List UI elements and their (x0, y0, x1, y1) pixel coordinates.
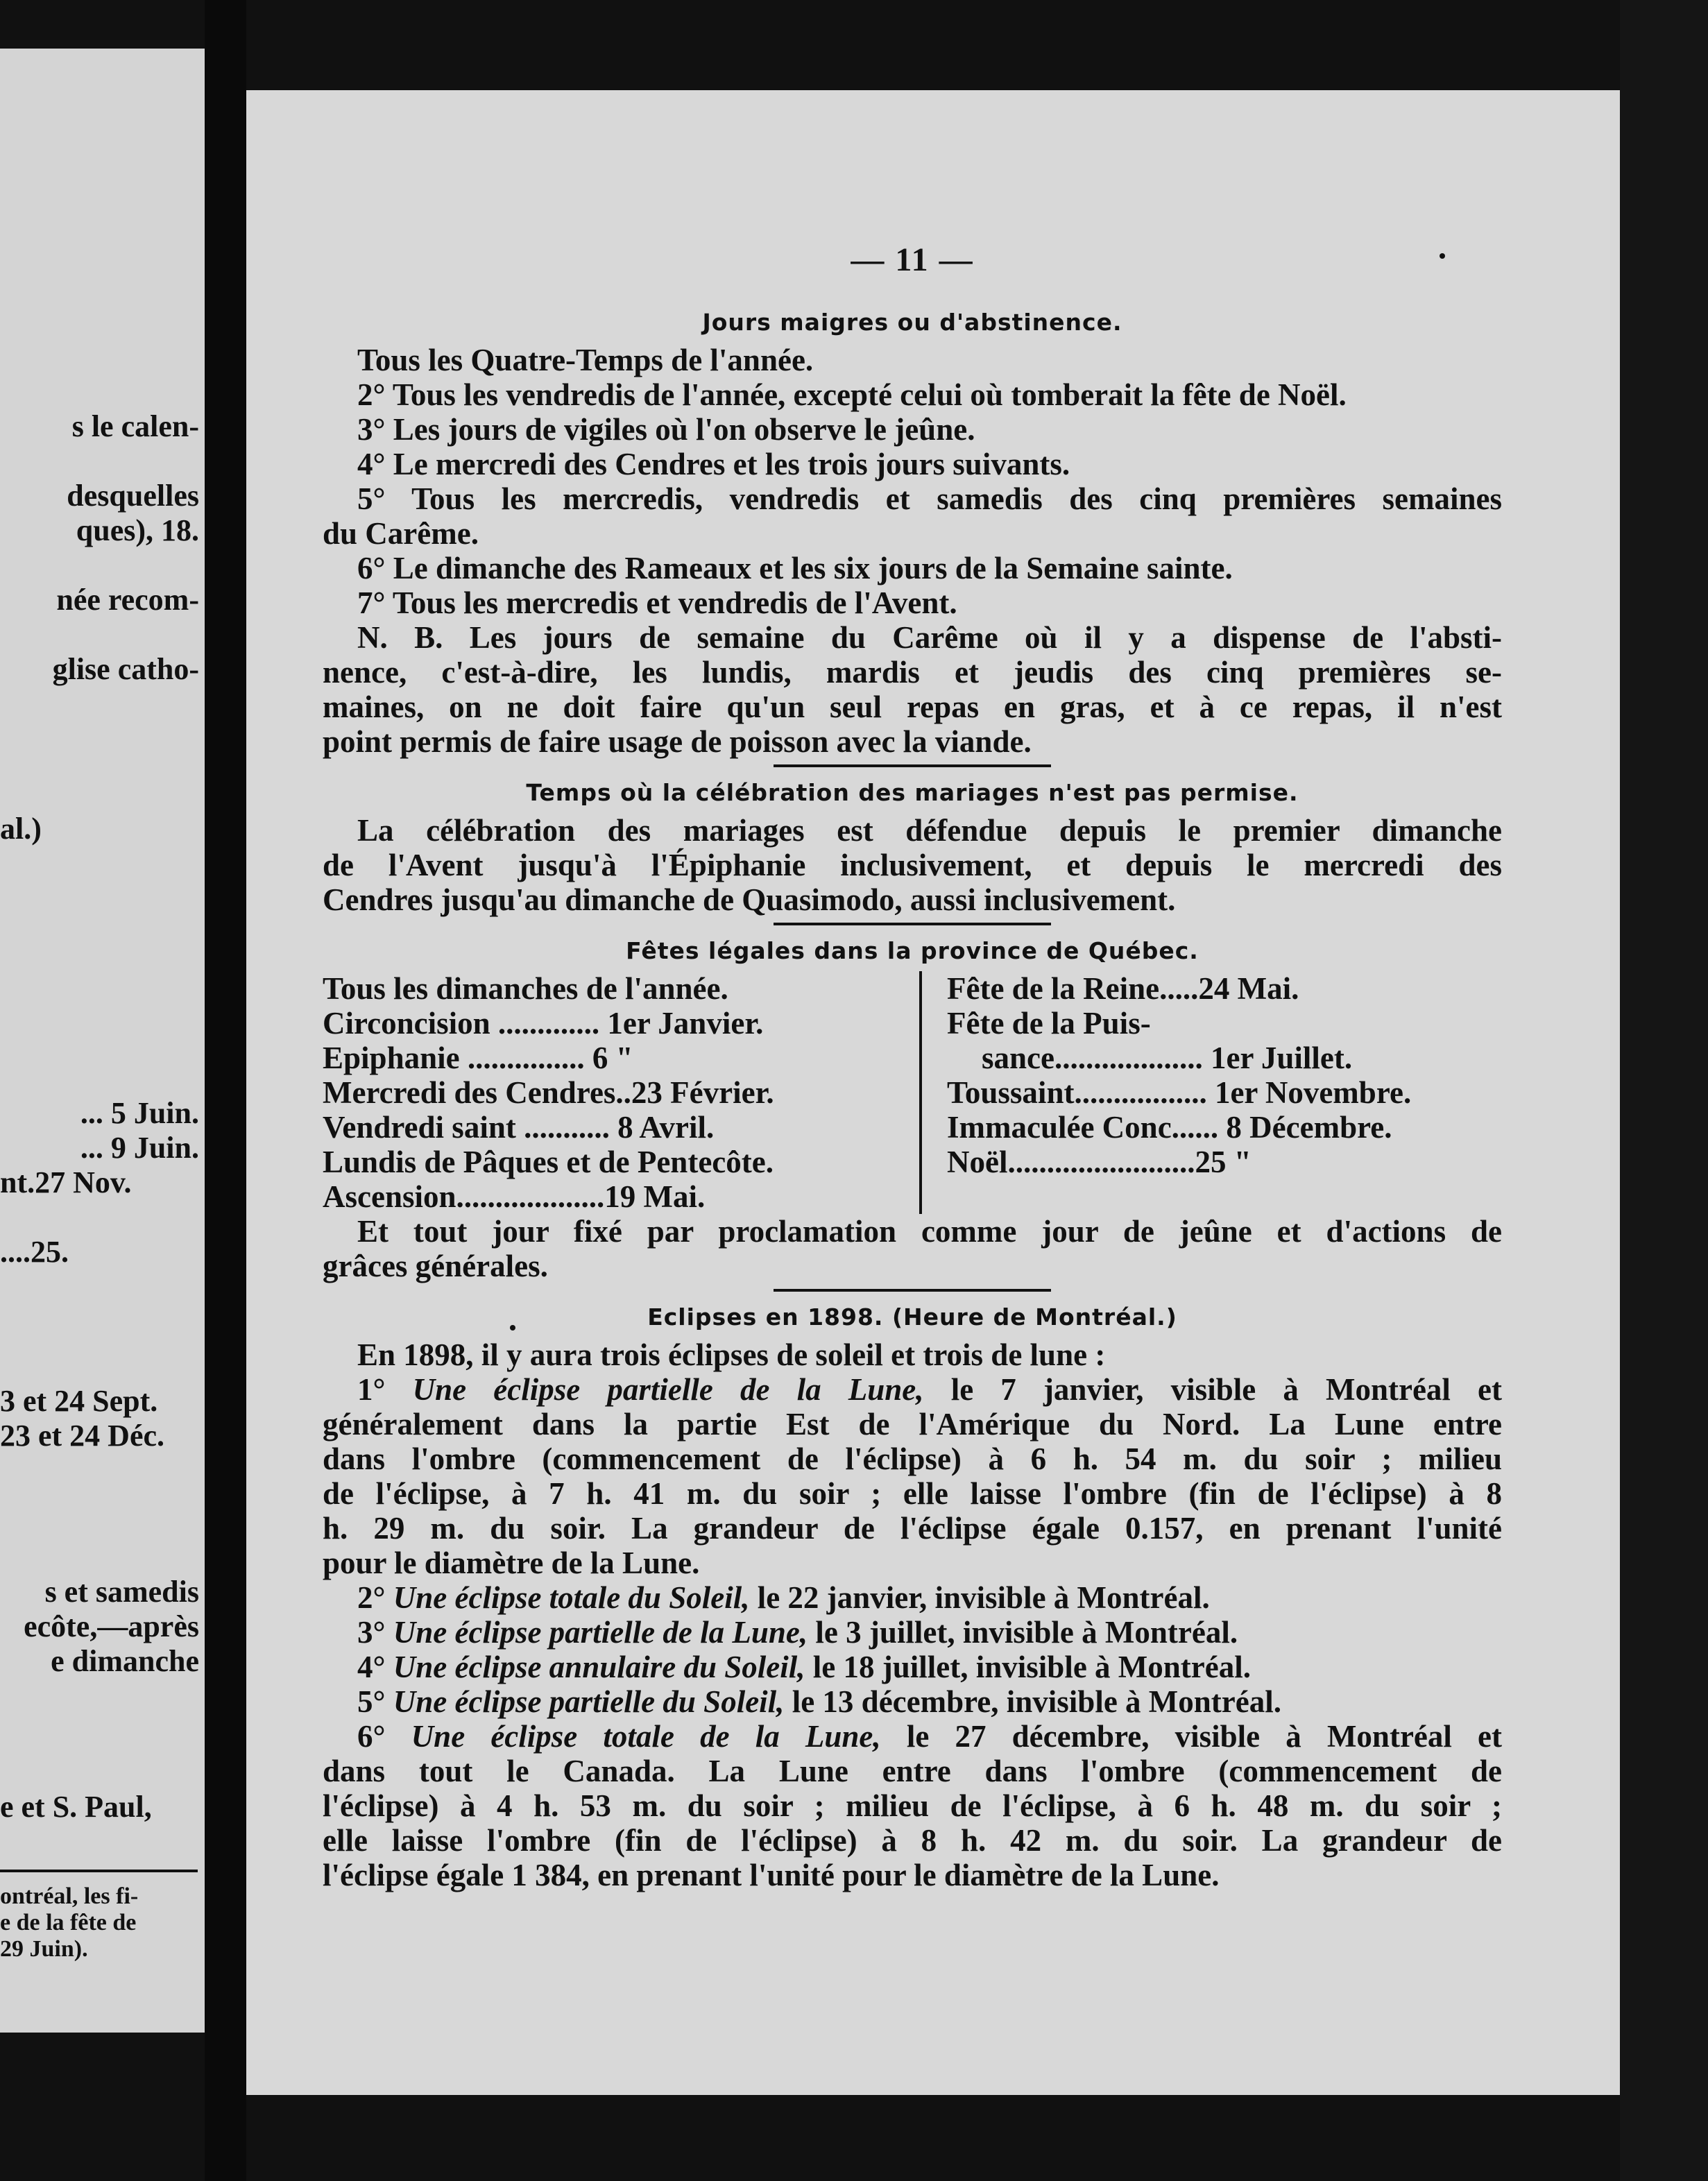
left-page-line: 3 et 24 Sept. (0, 1384, 158, 1418)
text-line: point permis de faire usage de poisson avec la viande. (323, 724, 1032, 759)
text-line: Cendres jusqu'au dimanche de Quasimodo, aussi inclusivement. (323, 882, 1176, 917)
eclipse-title: Une éclipse annulaire du Soleil, (393, 1650, 805, 1684)
text-line: 3° Les jours de vigiles où l'on observe le jeûne. (357, 412, 975, 447)
left-footnote-line: ontréal, les fi- (0, 1883, 139, 1909)
left-page-line: glise catho- (52, 652, 199, 686)
text-line: de l'Avent jusqu'à l'Épiphanie inclusivement, et depuis le mercredi des (323, 848, 1502, 882)
text-line: 7° Tous les mercredis et vendredis de l'Avent. (357, 585, 957, 620)
fetes-table (323, 971, 1502, 1214)
text-line: maines, on ne doit faire qu'un seul repas en gras, et à ce repas, il n'est (323, 690, 1502, 724)
text-line: En 1898, il y aura trois éclipses de soleil et trois de lune : (357, 1337, 1106, 1372)
text-line: dans tout le Canada. La Lune entre dans l'ombre (commencement de (323, 1754, 1502, 1788)
scan-speck (1440, 253, 1445, 259)
fete-entry: sance................... 1er Juillet. (982, 1041, 1353, 1075)
text-line: Et tout jour fixé par proclamation comme jour de jeûne et d'actions de (357, 1214, 1502, 1249)
eclipse-number: 6° (357, 1719, 386, 1754)
left-page-line: e et S. Paul, (0, 1790, 152, 1824)
left-page-line: nt.27 Nov. (0, 1165, 132, 1199)
fete-entry: Immaculée Conc...... 8 Décembre. (947, 1110, 1392, 1145)
left-page-line: e dimanche (51, 1644, 199, 1678)
left-footnote-line: e de la fête de (0, 1910, 137, 1935)
heading-fetes-legales: Fêtes légales dans la province de Québec. (626, 937, 1199, 964)
text-line: l'éclipse égale 1 384, en prenant l'unité pour le diamètre de la Lune. (323, 1858, 1220, 1892)
eclipse-detail: le 7 janvier, visible à Montréal et (950, 1372, 1503, 1407)
eclipse-title: Une éclipse partielle de la Lune, (393, 1615, 808, 1650)
text-line: La célébration des mariages est défendue depuis le premier dimanche (357, 813, 1502, 848)
book-gutter (205, 0, 246, 2181)
eclipse-detail: le 13 décembre, invisible à Montréal. (792, 1684, 1281, 1719)
left-page-line: s et samedis (44, 1575, 199, 1609)
section-divider (774, 764, 1051, 767)
fetes-left-column (323, 971, 922, 1214)
text-line: l'éclipse) à 4 h. 53 m. du soir ; milieu de l'éclipse, à 6 h. 48 m. du soir ; (323, 1788, 1502, 1823)
left-page-line: 23 et 24 Déc. (0, 1419, 165, 1453)
text-line: 4° Le mercredi des Cendres et les trois jours suivants. (357, 447, 1070, 481)
left-footnote-line: 29 Juin). (0, 1936, 88, 1962)
eclipse-number: 4° (357, 1650, 386, 1684)
eclipse-title: Une éclipse partielle de la Lune, (412, 1372, 924, 1407)
fete-entry: Noël........................25 " (947, 1145, 1252, 1179)
page-content (323, 243, 1502, 1892)
fete-entry: Vendredi saint ........... 8 Avril. (323, 1110, 715, 1145)
eclipse-detail: le 22 janvier, invisible à Montréal. (757, 1580, 1210, 1615)
eclipse-entry (323, 1650, 1502, 1684)
left-page-line: ecôte,—après (24, 1609, 199, 1643)
eclipse-entry (323, 1615, 1502, 1650)
text-line: 5° Tous les mercredis, vendredis et samedis des cinq premières semaines (357, 481, 1502, 516)
fete-entry: Fête de la Reine.....24 Mai. (947, 971, 1299, 1006)
text-line: grâces générales. (323, 1249, 548, 1283)
fete-entry: Fête de la Puis- (947, 1006, 1151, 1041)
left-page-line: desquelles (67, 479, 199, 513)
text-line: dans l'ombre (commencement de l'éclipse) à 6 h. 54 m. du soir ; milieu (323, 1442, 1502, 1476)
eclipse-entry (323, 1684, 1502, 1719)
text-line: Tous les Quatre-Temps de l'année. (357, 343, 814, 377)
text-line: 2° Tous les vendredis de l'année, excepté celui où tomberait la fête de Noël. (357, 377, 1347, 412)
eclipse-detail: le 3 juillet, invisible à Montréal. (815, 1615, 1238, 1650)
eclipse-entry (323, 1580, 1502, 1615)
eclipse-detail: le 18 juillet, invisible à Montréal. (812, 1650, 1251, 1684)
text-line: pour le diamètre de la Lune. (323, 1546, 700, 1580)
text-line: du Carême. (323, 516, 479, 551)
eclipse-detail: le 27 décembre, visible à Montréal et (906, 1719, 1503, 1754)
text-line: elle laisse l'ombre (fin de l'éclipse) à 8 h. 42 m. du soir. La grandeur de (323, 1823, 1502, 1858)
heading-jours-maigres: Jours maigres ou d'abstinence. (702, 309, 1122, 336)
text-line: de l'éclipse, à 7 h. 41 m. du soir ; elle laisse l'ombre (fin de l'éclipse) à 8 (323, 1476, 1502, 1511)
text-line: 6° Le dimanche des Rameaux et les six jours de la Semaine sainte. (357, 551, 1233, 585)
scan-margin (1620, 0, 1708, 2181)
scan-speck (510, 1325, 515, 1331)
heading-mariages: Temps où la célébration des mariages n'est pas permise. (526, 779, 1299, 806)
eclipse-number: 5° (357, 1684, 386, 1719)
text-line: N. B. Les jours de semaine du Carême où il y a dispense de l'absti- (357, 620, 1502, 655)
fete-entry: Epiphanie ............... 6 " (323, 1041, 633, 1075)
eclipse-title: Une éclipse totale du Soleil, (393, 1580, 750, 1615)
fete-entry: Circoncision ............. 1er Janvier. (323, 1006, 764, 1041)
heading-eclipses: Eclipses en 1898. (Heure de Montréal.) (647, 1303, 1177, 1331)
fete-entry: Toussaint................. 1er Novembre. (947, 1075, 1412, 1110)
eclipse-number: 2° (357, 1580, 386, 1615)
section-divider (774, 923, 1051, 925)
fete-entry: Ascension...................19 Mai. (323, 1179, 706, 1214)
fete-entry: Tous les dimanches de l'année. (323, 971, 728, 1006)
fetes-right-column (922, 971, 1411, 1214)
left-page-line: ... 5 Juin. (80, 1096, 199, 1130)
left-page-fragment (0, 49, 205, 2033)
eclipse-entry (323, 1719, 1502, 1754)
eclipse-entry (323, 1372, 1502, 1407)
eclipse-number: 3° (357, 1615, 386, 1650)
fete-entry: Mercredi des Cendres..23 Février. (323, 1075, 774, 1110)
eclipse-title: Une éclipse totale de la Lune, (411, 1719, 881, 1754)
eclipse-number: 1° (357, 1372, 386, 1407)
page-11 (246, 90, 1620, 2095)
left-page-line: al.) (0, 812, 42, 846)
section-divider (774, 1289, 1051, 1292)
eclipse-title: Une éclipse partielle du Soleil, (393, 1684, 785, 1719)
left-page-line: s le calen- (71, 409, 199, 443)
fete-entry: Lundis de Pâques et de Pentecôte. (323, 1145, 774, 1179)
left-page-line: née recom- (56, 583, 199, 617)
text-line: h. 29 m. du soir. La grandeur de l'éclipse égale 0.157, en prenant l'unité (323, 1511, 1502, 1546)
left-page-line: ....25. (0, 1235, 69, 1269)
page-number: — 11 — (851, 241, 974, 278)
text-line: généralement dans la partie Est de l'Amérique du Nord. La Lune entre (323, 1407, 1502, 1442)
footnote-rule (0, 1870, 198, 1872)
left-page-line: ... 9 Juin. (80, 1131, 199, 1165)
left-page-line: ques), 18. (76, 513, 199, 547)
text-line: nence, c'est-à-dire, les lundis, mardis et jeudis des cinq premières se- (323, 655, 1502, 690)
